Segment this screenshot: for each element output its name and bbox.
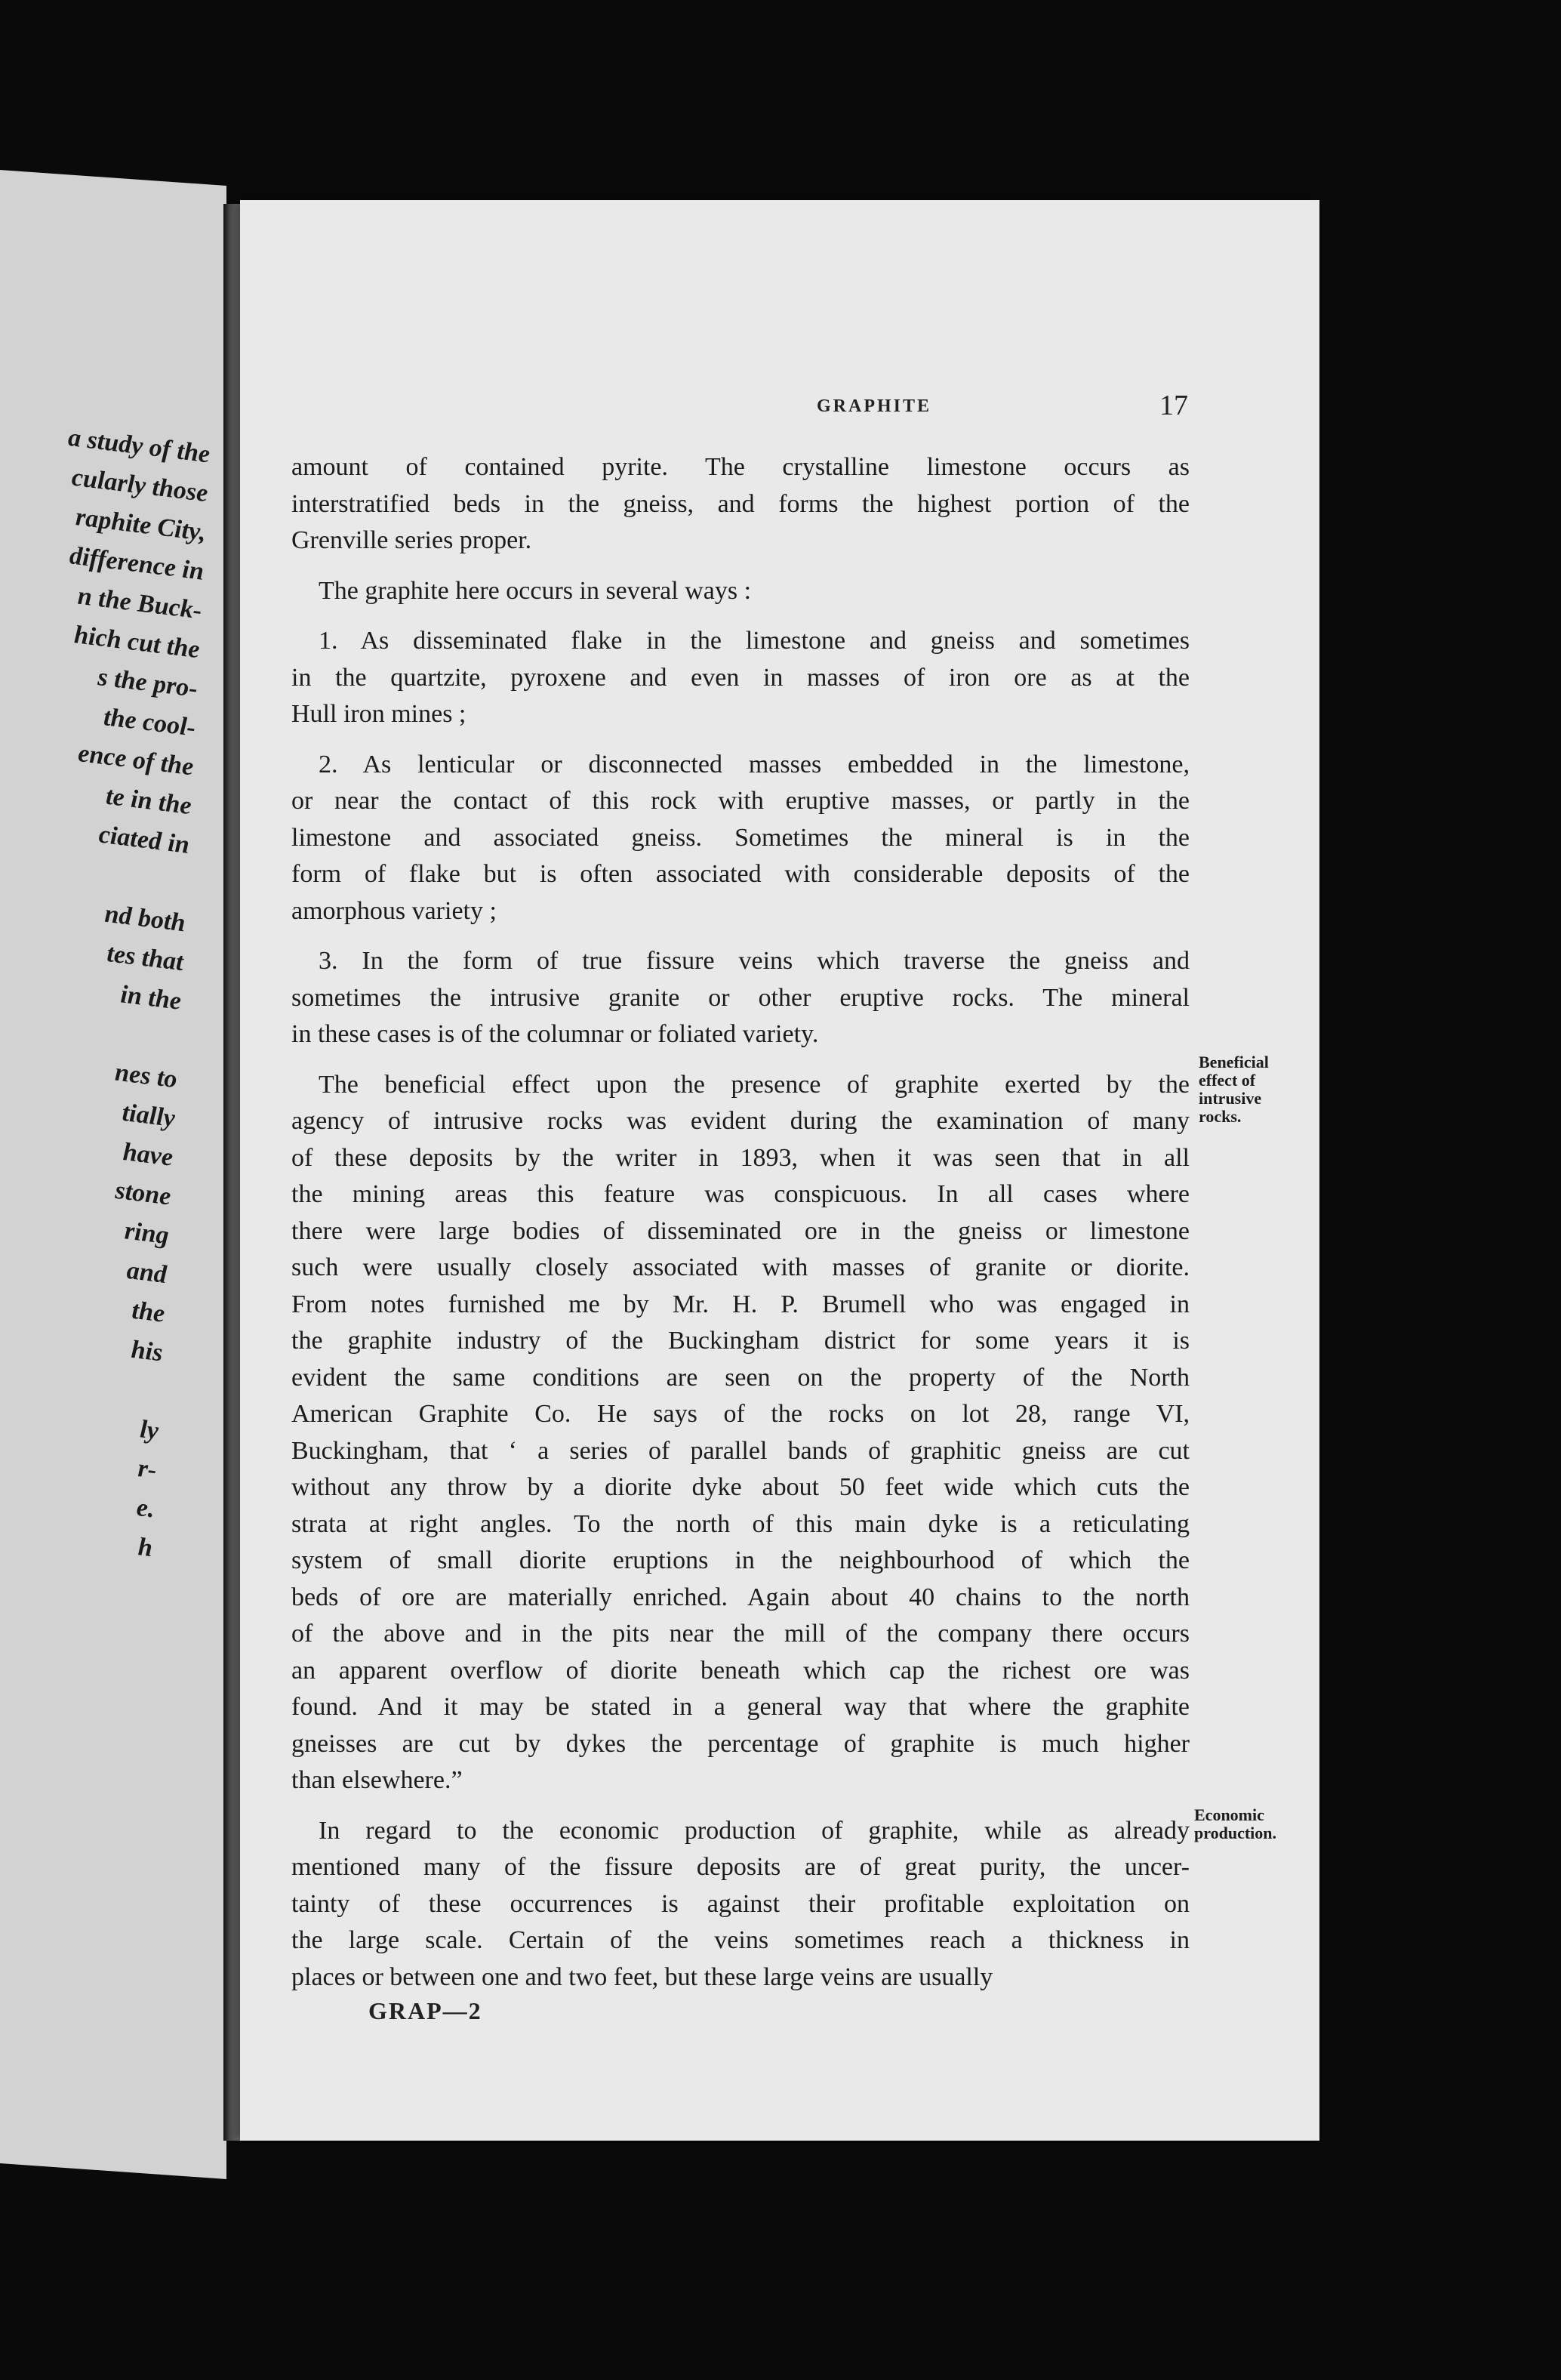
- body-line: interstratified beds in the gneiss, and forms the highest portion of the: [291, 489, 1190, 518]
- body-line: in these cases is of the columnar or foliated variety.: [291, 1020, 819, 1048]
- body-line: the mining areas this feature was conspicuous. In all cases where: [291, 1180, 1190, 1208]
- body-line: tainty of these occurrences is against their profitable exploitation on: [291, 1889, 1190, 1918]
- side-note-line: Beneficial: [1199, 1053, 1269, 1071]
- body-line: beds of ore are materially enriched. Again about 40 chains to the north: [291, 1583, 1190, 1611]
- left-page-line: s the pro-: [97, 663, 199, 704]
- book-page: [240, 200, 1319, 2141]
- left-page-text: [0, 414, 211, 1569]
- body-line: American Graphite Co. He says of the rocks on lot 28, range VI,: [291, 1400, 1190, 1428]
- body-line: The beneficial effect upon the presence of graphite exerted by the: [319, 1070, 1190, 1099]
- body-line: mentioned many of the fissure deposits are of great purity, the uncer-: [291, 1853, 1190, 1881]
- left-page-line: hich cut the: [73, 621, 201, 664]
- body-line: gneisses are cut by dykes the percentage of graphite is much higher: [291, 1729, 1190, 1758]
- body-line: of the above and in the pits near the mill of the company there occurs: [291, 1620, 1190, 1648]
- paragraph-gap: [291, 929, 1190, 943]
- running-head: GRAPHITE: [816, 396, 931, 416]
- body-text: [291, 449, 1190, 1996]
- left-page-line: nes to: [114, 1058, 178, 1094]
- left-page-line: r-: [137, 1454, 158, 1484]
- body-line: 2. As lenticular or disconnected masses embedded in the limestone,: [319, 750, 1190, 778]
- body-line: amorphous variety ;: [291, 896, 497, 925]
- side-note-line: production.: [1194, 1824, 1277, 1842]
- body-line: an apparent overflow of diorite beneath which cap the richest ore was: [291, 1656, 1190, 1685]
- paragraph-gap: [291, 1053, 1190, 1067]
- body-line: such were usually closely associated with masses of granite or diorite.: [291, 1253, 1190, 1281]
- left-page-line: difference in: [69, 541, 205, 586]
- side-note-economic-production: [1194, 1806, 1276, 1842]
- left-page-line: a study of the: [67, 423, 211, 469]
- body-line: the large scale. Certain of the veins sometimes reach a thickness in: [291, 1926, 1190, 1954]
- left-page-line: raphite City,: [75, 503, 207, 547]
- body-line: agency of intrusive rocks was evident during the examination of many: [291, 1107, 1190, 1135]
- left-page-line: te in the: [105, 782, 192, 821]
- left-page-line: ly: [139, 1415, 159, 1446]
- body-line: Buckingham, that ‘ a series of parallel bands of graphitic gneiss are cut: [291, 1436, 1190, 1465]
- left-page-line: ciated in: [98, 820, 190, 860]
- paragraph-gap: [291, 1799, 1190, 1813]
- body-line: Grenville series proper.: [291, 526, 532, 554]
- left-page-line: h: [137, 1533, 153, 1563]
- book-gutter: [223, 204, 242, 2141]
- body-line: From notes furnished me by Mr. H. P. Brumell who was engaged in: [291, 1290, 1190, 1318]
- body-line: without any throw by a diorite dyke about 50 feet wide which cuts the: [291, 1473, 1190, 1501]
- body-line: sometimes the intrusive granite or other eruptive rocks. The mineral: [291, 983, 1190, 1012]
- body-line: In regard to the economic production of graphite, while as already: [319, 1816, 1190, 1845]
- left-page-line: e.: [135, 1493, 155, 1524]
- body-line: system of small diorite eruptions in the neighbourhood of which the: [291, 1546, 1190, 1574]
- left-page-line: in the: [119, 980, 182, 1016]
- left-page-line: the cool-: [103, 703, 196, 742]
- left-page-line: nd both: [103, 899, 186, 938]
- body-line: limestone and associated gneiss. Sometimes the mineral is in the: [291, 823, 1190, 852]
- side-note-beneficial-effect: [1199, 1053, 1269, 1126]
- body-line: or near the contact of this rock with eruptive masses, or partly in the: [291, 787, 1190, 815]
- left-page-line: tes that: [106, 939, 184, 977]
- body-line: Hull iron mines ;: [291, 700, 466, 728]
- signature-mark: GRAP—2: [368, 1997, 482, 2024]
- left-page-line: ring: [124, 1216, 170, 1250]
- side-note-line: intrusive: [1199, 1089, 1262, 1108]
- left-page-line: have: [122, 1138, 174, 1172]
- body-line: in the quartzite, pyroxene and even in masses of iron ore as at the: [291, 663, 1190, 692]
- body-line: evident the same conditions are seen on the property of the North: [291, 1363, 1190, 1392]
- body-line: of these deposits by the writer in 1893, when it was seen that in all: [291, 1143, 1190, 1172]
- left-page-line: his: [130, 1335, 164, 1367]
- paragraph-gap: [291, 733, 1190, 747]
- side-note-line: Economic: [1194, 1805, 1264, 1824]
- paragraph-gap: [291, 609, 1190, 623]
- left-page-line: n the Buck-: [76, 581, 203, 625]
- left-page-line: stone: [114, 1176, 172, 1211]
- page-number: 17: [1159, 390, 1188, 421]
- body-line: there were large bodies of disseminated ore in the gneiss or limestone: [291, 1216, 1190, 1245]
- body-line: The graphite here occurs in several ways :: [319, 576, 752, 605]
- body-line: strata at right angles. To the north of this main dyke is a reticulating: [291, 1509, 1190, 1538]
- side-note-line: rocks.: [1199, 1107, 1242, 1126]
- left-page-line: cularly those: [71, 463, 209, 508]
- paragraph-gap: [291, 560, 1190, 573]
- body-line: than elsewhere.”: [291, 1766, 463, 1794]
- left-page-line: tially: [121, 1098, 176, 1133]
- body-line: amount of contained pyrite. The crystalline limestone occurs as: [291, 453, 1190, 481]
- left-page-line: and: [125, 1256, 168, 1290]
- left-page: [0, 170, 226, 2179]
- side-note-line: effect of: [1199, 1071, 1256, 1090]
- body-line: 3. In the form of true fissure veins which traverse the gneiss and: [319, 947, 1190, 975]
- body-line: 1. As disseminated flake in the limestone and gneiss and sometimes: [319, 627, 1190, 655]
- body-line: found. And it may be stated in a general way that where the graphite: [291, 1693, 1190, 1721]
- body-line: the graphite industry of the Buckingham district for some years it is: [291, 1327, 1190, 1355]
- body-line: form of flake but is often associated with considerable deposits of the: [291, 860, 1190, 888]
- left-page-line: ence of the: [77, 739, 195, 782]
- body-line: places or between one and two feet, but these large veins are usually: [291, 1962, 993, 1991]
- left-page-line: the: [131, 1296, 166, 1328]
